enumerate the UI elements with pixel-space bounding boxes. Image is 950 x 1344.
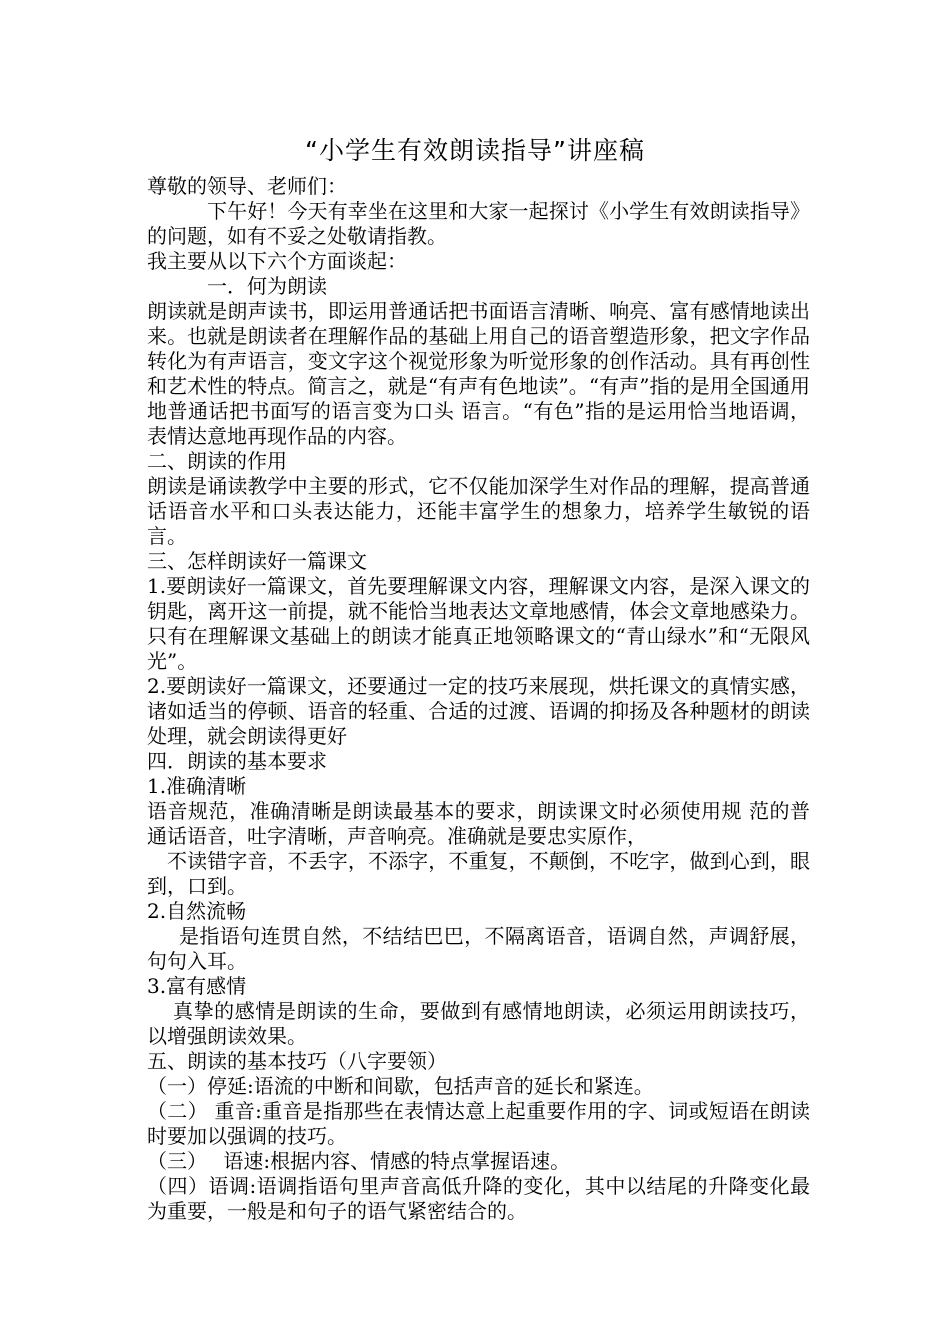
section-heading-5: 五、朗读的基本技巧（八字要领） xyxy=(147,1049,447,1073)
accurate-paragraph-cont: 不读错字音，不丢字，不添字，不重复，不颠倒，不吃字，做到心到，眼到，口到。 xyxy=(147,849,810,898)
outline-intro: 我主要从以下六个方面谈起： xyxy=(147,249,407,273)
section-heading-1: 一．何为朗读 xyxy=(207,274,327,298)
section-heading-4: 四．朗读的基本要求 xyxy=(147,749,327,773)
section-3-point-2: 2.要朗读好一篇课文，还要通过一定的技巧来展现，烘托课文的真情实感，诸如适当的停顿、语音的轻重、合适的过渡、语调的抑扬及各种题材的朗读处理，就会朗读得更好 xyxy=(147,674,810,748)
section-2-paragraph: 朗读是诵读教学中主要的形式，它不仅能加深学生对作品的理解，提高普通话语音水平和口头表达能力，还能丰富学生的想象力，培养学生敏锐的语言。 xyxy=(147,474,810,548)
section-heading-2: 二、朗读的作用 xyxy=(147,449,287,473)
section-3-point-1: 1.要朗读好一篇课文，首先要理解课文内容，理解课文内容，是深入课文的钥匙，离开这一前提，就不能恰当地表达文章地感情，体会文章地感染力。只有在理解课文基础上的朗读才能真正地领略课文的“青山绿水”和“无限风光”。 xyxy=(147,574,810,673)
technique-stress: （二） 重音:重音是指那些在表情达意上起重要作用的字、词或短语在朗读时要加以强调的技巧。 xyxy=(147,1099,810,1148)
greeting-paragraph: 下午好！今天有幸坐在这里和大家一起探讨《小学生有效朗读指导》的问题，如有不妥之处敬请指教。 xyxy=(147,199,810,248)
technique-speed: （三） 语速:根据内容、情感的特点掌握语速。 xyxy=(147,1149,571,1173)
document-body xyxy=(147,174,810,1224)
subheading-fluent: 2.自然流畅 xyxy=(147,899,247,923)
section-1-paragraph: 朗读就是朗声读书，即运用普通话把书面语言清晰、响亮、富有感情地读出来。也就是朗读者在理解作品的基础上用自己的语音塑造形象，把文字作品转化为有声语言，变文字这个视觉形象为听觉形象的创作活动。具有再创性和艺术性的特点。简言之，就是“有声有色地读”。“有声”指的是用全国通用地普通话把书面写的语言变为口头 语言。“有色”指的是运用恰当地语调，表情达意地再现作品的内容。 xyxy=(147,299,810,448)
section-heading-3: 三、怎样朗读好一篇课文 xyxy=(147,549,367,573)
emotion-paragraph: 真挚的感情是朗读的生命，要做到有感情地朗读，必须运用朗读技巧，以增强朗读效果。 xyxy=(147,999,810,1048)
accurate-paragraph: 语音规范，准确清晰是朗读最基本的要求，朗读课文时必须使用规 范的普通话语音，吐字清晰，声音响亮。准确就是要忠实原作， xyxy=(147,799,810,848)
salutation: 尊敬的领导、老师们： xyxy=(147,174,347,198)
fluent-paragraph: 是指语句连贯自然，不结结巴巴，不隔离语音，语调自然，声调舒展，句句入耳。 xyxy=(147,924,810,973)
subheading-emotion: 3.富有感情 xyxy=(147,974,247,998)
document-title: “小学生有效朗读指导”讲座稿 xyxy=(305,136,645,165)
technique-intonation: （四）语调:语调指语句里声音高低升降的变化，其中以结尾的升降变化最为重要，一般是和句子的语气紧密结合的。 xyxy=(147,1174,810,1223)
subheading-accurate: 1.准确清晰 xyxy=(147,774,247,798)
technique-pause: （一）停延:语流的中断和间歇，包括声音的延长和紧连。 xyxy=(147,1074,654,1098)
